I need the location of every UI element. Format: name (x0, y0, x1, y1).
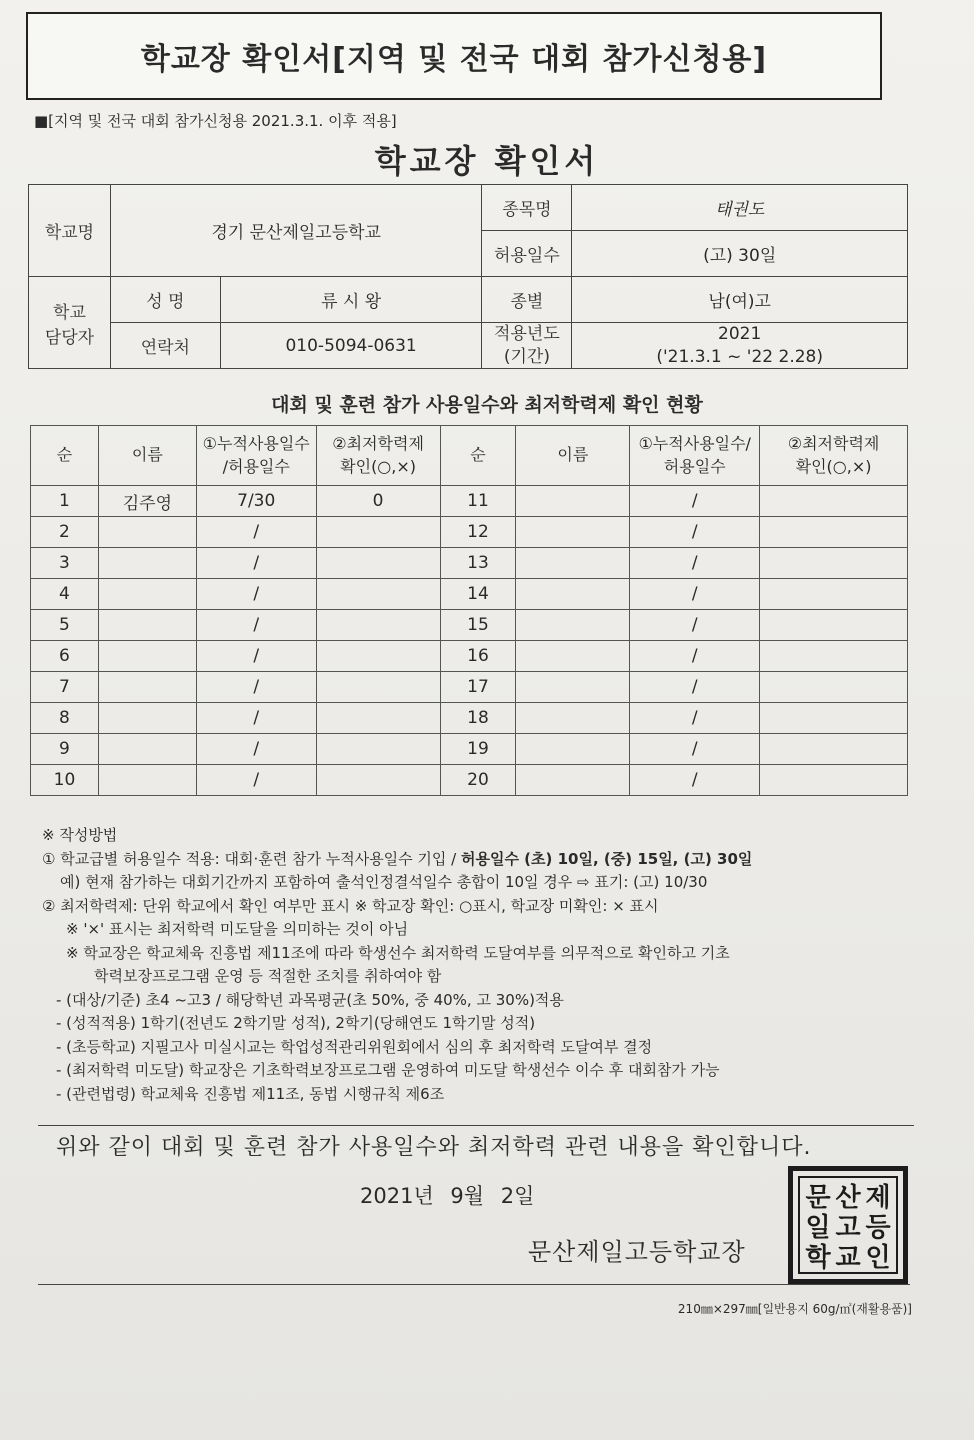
row-check (316, 579, 440, 610)
row-check (760, 641, 908, 672)
seal-char: 고 (835, 1212, 861, 1243)
allowed-days-rule: 허용일수 (초) 10일, (중) 15일, (고) 30일 (461, 849, 753, 868)
contact-label: 연락처 (110, 323, 220, 369)
row-days: / (196, 734, 316, 765)
row-no: 13 (440, 548, 516, 579)
row-check: 0 (316, 486, 440, 517)
row-name (516, 579, 630, 610)
row-no: 17 (440, 672, 516, 703)
paper-spec: 210㎜×297㎜[일반용지 60g/㎡(재활용품)] (677, 1302, 912, 1316)
allowed-days-value: (고) 30일 (572, 231, 908, 277)
header-days-left: ①누적사용일수 /허용일수 (196, 426, 316, 486)
instruction-line: ② 최저학력제: 단위 학교에서 확인 여부만 표시 ※ 학교장 확인: ○표시, 학교장 미확인: × 표시 (42, 896, 659, 915)
row-no: 20 (440, 765, 516, 796)
row-name (516, 672, 630, 703)
row-days: / (630, 765, 760, 796)
row-days: 7/30 (196, 486, 316, 517)
row-no: 5 (31, 610, 99, 641)
row-name: 김주영 (98, 486, 196, 517)
row-name (98, 641, 196, 672)
instruction-line: - (대상/기준) 초4 ~고3 / 해당학년 과목평균(초 50%, 중 40%, 고 30%)적용 (56, 990, 564, 1009)
seal-char: 인 (865, 1242, 891, 1273)
instruction-line: ※ '×' 표시는 최저학력 미도달을 의미하는 것이 아님 (66, 920, 409, 938)
application-note: ■[지역 및 전국 대회 참가신청용 2021.3.1. 이후 적용] (34, 112, 397, 130)
status-table (30, 425, 908, 796)
row-check (316, 517, 440, 548)
row-name (98, 517, 196, 548)
row-check (760, 548, 908, 579)
school-label: 학교명 (29, 185, 111, 277)
header-no-left: 순 (31, 426, 99, 486)
principal-name: 문산제일고등학교장 (528, 1238, 746, 1266)
event-label: 종목명 (482, 185, 572, 231)
row-days: / (196, 641, 316, 672)
year-value: 2021 (718, 324, 762, 345)
instruction-line: - (성적적용) 1학기(전년도 2학기말 성적), 2학기(당해연도 1학기말 성적) (56, 1014, 536, 1032)
allowed-days-label: 허용일수 (482, 231, 572, 277)
header-title-box (26, 12, 882, 100)
writing-instructions (42, 824, 922, 1106)
row-name (98, 672, 196, 703)
row-days: / (630, 548, 760, 579)
seal-char: 일 (805, 1212, 831, 1243)
table-row (31, 579, 908, 610)
school-name: 경기 문산제일고등학교 (110, 185, 482, 277)
row-name (516, 641, 630, 672)
row-name (98, 548, 196, 579)
row-name (98, 610, 196, 641)
instruction-line: - (관련법령) 학교체육 진흥법 제11조, 동법 시행규칙 제6조 (56, 1084, 445, 1103)
section-title: 대회 및 훈련 참가 사용일수와 최저학력제 확인 현황 (271, 394, 703, 416)
row-name (516, 610, 630, 641)
row-no: 1 (31, 486, 99, 517)
header-check-left: ②최저학력제 확인(○,×) (316, 426, 440, 486)
row-days: / (630, 672, 760, 703)
row-days: / (196, 672, 316, 703)
instruction-line: - (초등학교) 지필고사 미실시교는 학업성적관리위원회에서 심의 후 최저학력 도달여부 결정 (56, 1037, 653, 1056)
row-days: / (630, 734, 760, 765)
year-cell (572, 323, 908, 369)
row-check (760, 610, 908, 641)
row-no: 14 (440, 579, 516, 610)
row-no: 18 (440, 703, 516, 734)
instruction-line: 예) 현재 참가하는 대회기간까지 포함하여 출석인정결석일수 총합이 10일 경우 ⇨ 표기: (고) 10/30 (60, 873, 708, 891)
instructions-heading: ※ 작성방법 (42, 826, 118, 844)
school-seal (788, 1166, 908, 1284)
seal-char: 등 (865, 1212, 891, 1243)
header-days-right: ①누적사용일수/ 허용일수 (630, 426, 760, 486)
header-name-left: 이름 (98, 426, 196, 486)
row-days: / (630, 486, 760, 517)
row-check (760, 486, 908, 517)
year-label: 적용년도 (기간) (482, 323, 572, 369)
issue-date: 2021년 9월 2일 (360, 1184, 535, 1208)
row-no: 6 (31, 641, 99, 672)
table-row (31, 672, 908, 703)
seal-char: 산 (835, 1182, 861, 1213)
seal-char: 문 (805, 1182, 831, 1213)
row-name (98, 765, 196, 796)
header-no-right: 순 (440, 426, 516, 486)
row-name (98, 579, 196, 610)
row-no: 19 (440, 734, 516, 765)
manager-label: 학교 담당자 (29, 277, 111, 369)
row-check (316, 734, 440, 765)
header-title: 학교장 확인서[지역 및 전국 대회 참가신청용] (140, 42, 768, 77)
row-check (760, 703, 908, 734)
row-days: / (630, 610, 760, 641)
header-check-right: ②최저학력제 확인(○,×) (760, 426, 908, 486)
row-check (760, 765, 908, 796)
seal-characters (803, 1180, 893, 1273)
info-table (28, 184, 908, 369)
instruction-line: ※ 학교장은 학교체육 진흥법 제11조에 따라 학생선수 최저학력 도달여부를 의무적으로 확인하고 기초 (66, 943, 730, 962)
row-check (760, 734, 908, 765)
seal-char: 제 (865, 1182, 891, 1213)
table-row (31, 486, 908, 517)
row-name (516, 548, 630, 579)
divider (38, 1125, 914, 1126)
instruction-line: 학력보장프로그램 운영 등 적절한 조치를 취하여야 함 (94, 967, 442, 985)
table-header-row (31, 426, 908, 486)
row-name (516, 734, 630, 765)
row-check (760, 517, 908, 548)
name-label: 성 명 (110, 277, 220, 323)
row-days: / (630, 579, 760, 610)
row-name (516, 486, 630, 517)
table-row (31, 610, 908, 641)
row-no: 10 (31, 765, 99, 796)
gender-label: 종별 (482, 277, 572, 323)
row-check (316, 703, 440, 734)
row-check (760, 579, 908, 610)
confirmation-text: 위와 같이 대회 및 훈련 참가 사용일수와 최저학력 관련 내용을 확인합니다. (56, 1135, 812, 1160)
row-name (98, 734, 196, 765)
row-check (316, 765, 440, 796)
divider (38, 1284, 910, 1285)
table-row (31, 517, 908, 548)
row-no: 7 (31, 672, 99, 703)
row-no: 2 (31, 517, 99, 548)
instruction-line (42, 848, 922, 872)
table-row (31, 734, 908, 765)
row-days: / (196, 548, 316, 579)
row-no: 8 (31, 703, 99, 734)
row-check (760, 672, 908, 703)
row-name (516, 703, 630, 734)
row-name (516, 517, 630, 548)
row-check (316, 610, 440, 641)
instruction-line: - (최저학력 미도달) 학교장은 기초학력보장프로그램 운영하여 미도달 학생선수 이수 후 대회참가 가능 (56, 1061, 720, 1079)
row-no: 15 (440, 610, 516, 641)
header-name-right: 이름 (516, 426, 630, 486)
row-check (316, 548, 440, 579)
period-value: ('21.3.1 ~ '22 2.28) (656, 346, 823, 367)
contact-value: 010-5094-0631 (220, 323, 482, 369)
table-row (31, 641, 908, 672)
table-row (31, 765, 908, 796)
row-days: / (196, 610, 316, 641)
document-title: 학교장 확인서 (374, 142, 600, 180)
row-days: / (630, 641, 760, 672)
row-no: 3 (31, 548, 99, 579)
instruction-text: ① 학교급별 허용일수 적용: 대회·훈련 참가 누적사용일수 기입 / (42, 849, 461, 868)
row-no: 4 (31, 579, 99, 610)
row-days: / (196, 517, 316, 548)
row-days: / (630, 517, 760, 548)
table-row (31, 548, 908, 579)
table-row (31, 703, 908, 734)
row-days: / (630, 703, 760, 734)
row-no: 9 (31, 734, 99, 765)
manager-name: 류 시 왕 (220, 277, 482, 323)
row-check (316, 672, 440, 703)
row-days: / (196, 703, 316, 734)
event-value: 태권도 (572, 185, 908, 231)
row-days: / (196, 765, 316, 796)
seal-char: 교 (835, 1242, 861, 1273)
row-name (98, 703, 196, 734)
row-no: 16 (440, 641, 516, 672)
row-no: 11 (440, 486, 516, 517)
seal-char: 학 (805, 1242, 831, 1273)
row-name (516, 765, 630, 796)
row-check (316, 641, 440, 672)
gender-value: 남(여)고 (572, 277, 908, 323)
row-days: / (196, 579, 316, 610)
row-no: 12 (440, 517, 516, 548)
